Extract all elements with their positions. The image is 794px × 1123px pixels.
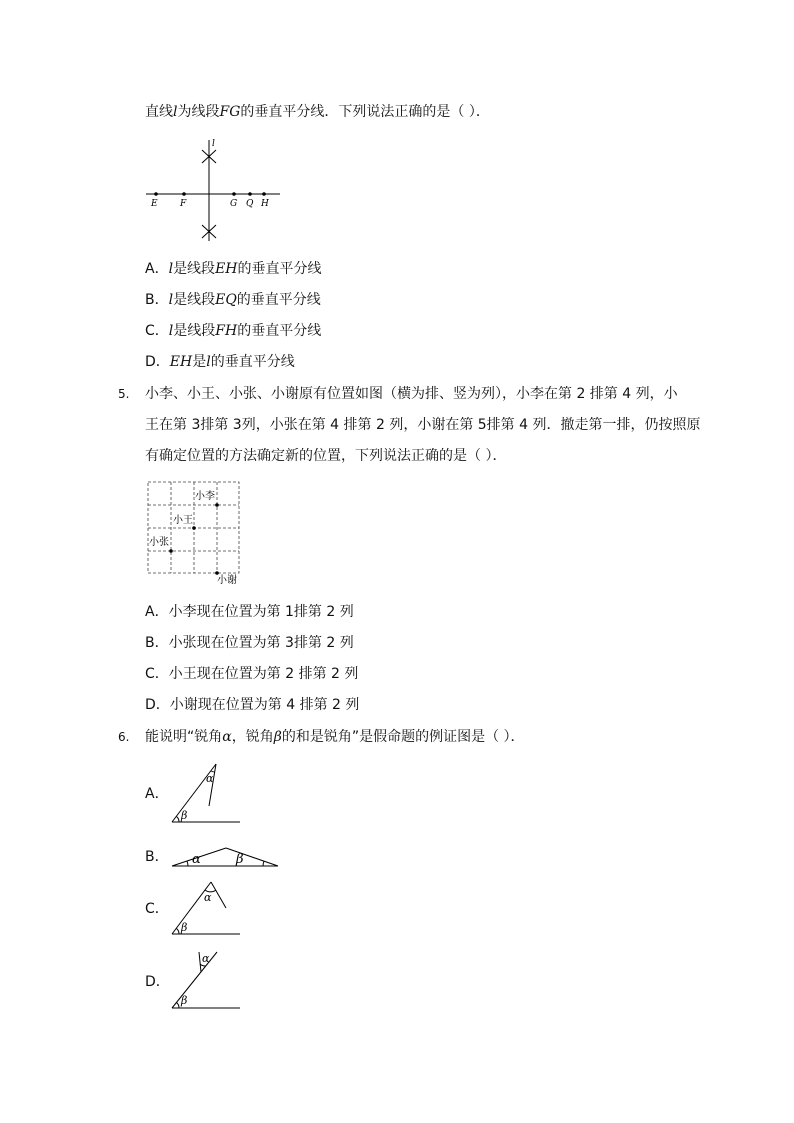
seat-xiaozhang [169,549,173,553]
label-g: G [230,199,238,209]
angle-a-third [209,764,216,806]
q6-option-a-figure[interactable] [166,760,256,828]
q5-stem-line-3: 有确定位置的方法确定新的位置，下列说法正确的是（ ）． [145,448,507,464]
angle-c-left-side [172,882,211,934]
angle-a-beta-arc [177,817,180,823]
angle-d-short-side [199,952,201,972]
angle-a-alpha-label: α [206,772,214,785]
q6-option-a-letter[interactable]: A． [145,786,169,802]
q5-option-c[interactable]: C．小王现在位置为第 2 排第 2 列 [145,666,359,682]
label-e: E [151,199,158,209]
angle-c-alpha-label: α [204,891,212,904]
q5-seat-grid [142,476,246,586]
q5-option-d[interactable]: D．小谢现在位置为第 4 排第 2 列 [145,697,360,713]
q6-number: 6. [118,730,130,744]
q6-option-d-figure[interactable] [166,948,256,1014]
point-g [232,192,236,196]
seat-xiaoli [215,503,219,507]
q6-stem: 能说明“锐角α，锐角β的和是锐角”是假命题的例证图是（ ）． [145,729,525,745]
angle-d-beta-label: β [181,994,188,1007]
q6-option-b-figure[interactable] [166,838,284,872]
angle-c-beta-arc [177,929,180,935]
q4-figure [140,135,290,245]
point-q [248,192,252,196]
angle-b-beta-label: β [236,852,244,867]
angle-c-right-side [211,882,226,908]
angle-b-beta-arc [263,861,264,866]
q5-stem-line-1: 小李、小王、小张、小谢原有位置如图（横为排、竖为列），小李在第 2 排第 4 列，小 [145,386,678,402]
q6-option-c-figure[interactable] [166,876,256,940]
q4-option-a[interactable]: A．l是线段EH的垂直平分线 [145,261,322,277]
name-xiaowang: 小王 [173,515,193,526]
q4-stem: 直线l为线段FG的垂直平分线．下列说法正确的是（ ）． [145,104,490,120]
angle-d-long-side [172,952,217,1008]
point-f [182,192,186,196]
point-e [154,192,158,196]
label-h: H [261,199,269,209]
angle-b-alpha-label: α [192,852,201,867]
l-label: l [212,139,215,149]
seat-xiaowang [192,526,196,530]
q6-option-c-letter[interactable]: C． [145,901,169,917]
q5-stem-line-2: 王在第 3排第 3列，小张在第 4 排第 2 列，小谢在第 5排第 4 列．撤走第一排，仍按照原 [145,417,701,433]
angle-b-alpha-arc [187,861,188,866]
angle-b-right-side [226,848,278,866]
name-xiaoli: 小李 [195,491,215,502]
angle-c-beta-label: β [181,921,188,934]
name-xiaoxie: 小谢 [217,575,237,586]
angle-d-alpha-label: α [202,952,210,965]
q6-option-b-letter[interactable]: B． [145,849,169,865]
point-h [262,192,266,196]
angle-a-beta-label: β [181,809,188,822]
q4-option-c[interactable]: C．l是线段FH的垂直平分线 [145,323,322,339]
q5-number: 5. [118,387,130,401]
angle-d-beta-arc [177,1003,180,1009]
label-f: F [180,199,187,209]
q4-option-b[interactable]: B．l是线段EQ的垂直平分线 [145,292,321,308]
q5-option-a[interactable]: A．小李现在位置为第 1排第 2 列 [145,604,354,620]
q4-option-d[interactable]: D．EH是l的垂直平分线 [145,354,295,370]
name-xiaozhang: 小张 [149,537,169,548]
q6-option-d-letter[interactable]: D． [145,974,170,990]
label-q: Q [246,199,254,209]
q5-option-b[interactable]: B．小张现在位置为第 3排第 2 列 [145,635,354,651]
